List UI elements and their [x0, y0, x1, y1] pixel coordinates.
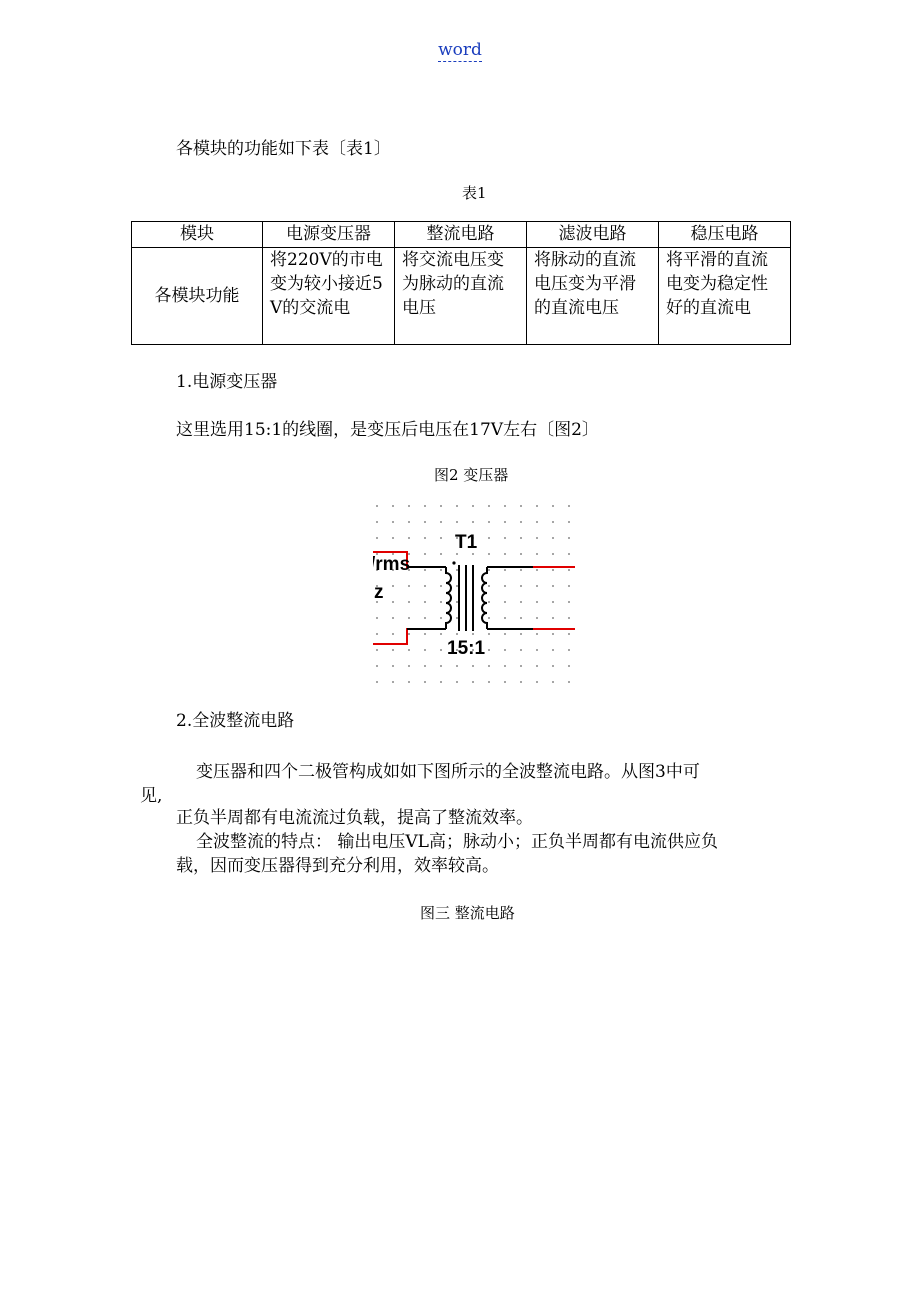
component-label-t1: T1 [455, 532, 478, 553]
header-word-text[interactable]: word [438, 40, 482, 60]
transformer-schematic [373, 497, 575, 697]
section2-para1-line2: 见, [140, 786, 163, 806]
figure2-caption: 图2 变压器 [434, 466, 509, 484]
table-caption: 表1 [462, 184, 487, 202]
table-header-cell: 电源变压器 [263, 222, 395, 248]
table-cell: 将平滑的直流电变为稳定性好的直流电 [659, 248, 791, 345]
section2-para1-line1: 变压器和四个二极管构成如如下图所示的全波整流电路。从图3中可 [196, 762, 700, 782]
table-header-cell: 模块 [132, 222, 263, 248]
table-header-row [132, 222, 791, 248]
table-header-cell: 整流电路 [395, 222, 527, 248]
section2-para1-line3: 正负半周都有电流流过负载，提高了整流效率。 [176, 808, 533, 828]
module-function-table [131, 221, 791, 345]
table-row-label: 各模块功能 [132, 248, 263, 345]
intro-text: 各模块的功能如下表〔表1〕 [176, 139, 391, 159]
source-label-vrms: /rms [373, 554, 411, 575]
table-cell: 将交流电压变为脉动的直流电压 [395, 248, 527, 345]
header-word-link[interactable] [0, 40, 920, 60]
table-header-cell: 滤波电路 [527, 222, 659, 248]
section2-heading: 2.全波整流电路 [176, 711, 295, 731]
ratio-label: 15:1 [447, 638, 486, 659]
table-cell: 将脉动的直流电压变为平滑的直流电压 [527, 248, 659, 345]
section1-heading: 1.电源变压器 [176, 372, 278, 392]
polarity-dot [452, 561, 455, 564]
table-header-cell: 稳压电路 [659, 222, 791, 248]
section1-text: 这里选用15:1的线圈，是变压后电压在17V左右〔图2〕 [176, 420, 599, 440]
table-cell: 将220V的市电变为较小接近5V的交流电 [263, 248, 395, 345]
figure3-caption: 图三 整流电路 [420, 904, 515, 922]
source-label-hz: z [374, 582, 384, 603]
table-row [132, 248, 791, 345]
section2-para2-line2: 载，因而变压器得到充分利用，效率较高。 [176, 856, 499, 876]
section2-para2-line1: 全波整流的特点： 输出电压VL高；脉动小；正负半周都有电流供应负 [196, 832, 718, 852]
transformer-figure [373, 497, 575, 697]
